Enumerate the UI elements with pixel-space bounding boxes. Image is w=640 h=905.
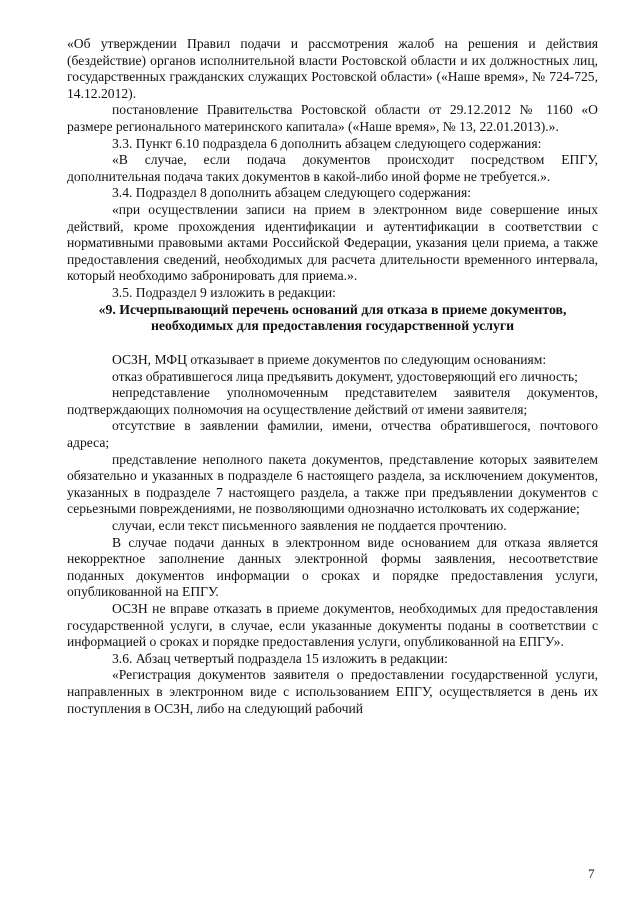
section-heading-line-1: «9. Исчерпывающий перечень оснований для отказа в приеме документов, xyxy=(98,301,567,317)
paragraph-5: 3.4. Подраздел 8 дополнить абзацем следующего содержания: xyxy=(112,185,472,201)
paragraph-8: ОСЗН, МФЦ отказывает в приеме документов по следующим основаниям: xyxy=(112,352,547,368)
paragraph-3: 3.3. Пункт 6.10 подраздела 6 дополнить абзацем следующего содержания: xyxy=(112,135,542,151)
paragraph-10: непредставление уполномоченным представителем заявителя документов, подтверждающих полномочия на осуществление действий от имени заявителя; xyxy=(67,385,598,417)
paragraph-7: 3.5. Подраздел 9 изложить в редакции: xyxy=(112,284,336,300)
paragraph-15: ОСЗН не вправе отказать в приеме документов, необходимых для предоставления государственной услуги, в случае, если указанные документы поданы в соответствии с информацией о сроках и порядке предоставления услуги, опубликованной на ЕПГУ». xyxy=(67,601,598,650)
paragraph-9: отказ обратившегося лица предъявить документ, удостоверяющий его личность; xyxy=(112,368,578,384)
paragraph-1: «Об утверждении Правил подачи и рассмотрения жалоб на решения и действия (бездействие) органов исполнительной власти Ростовской области и их должностных лиц, государственных гражданских служащих Ростовской области» («Наше время», № 724-725, 14.12.2012). xyxy=(67,36,598,101)
paragraph-14: В случае подачи данных в электронном виде основанием для отказа является некорректное заполнение данных электронной формы заявления, несоответствие поданных документов информации о сроках и порядке предоставления услуги, опубликованной на ЕПГУ. xyxy=(67,534,598,600)
paragraph-16: 3.6. Абзац четвертый подраздела 15 изложить в редакции: xyxy=(112,650,448,666)
paragraph-11: отсутствие в заявлении фамилии, имени, отчества обратившегося, почтового адреса; xyxy=(67,418,598,451)
paragraph-17: «Регистрация документов заявителя о предоставлении государственной услуги, направленных в электронном виде с использованием ЕПГУ, осуществляется в день их поступления в ОСЗН, либо на следующий рабочий xyxy=(67,667,598,716)
blank-line xyxy=(67,335,598,352)
paragraph-13: случаи, если текст письменного заявления не поддается прочтению. xyxy=(112,518,507,534)
section-heading-line-2: необходимых для предоставления государственной услуги xyxy=(150,318,515,334)
paragraph-4: «В случае, если подача документов происходит посредством ЕПГУ, дополнительная подача таких документов в какой-либо иной форме не требуется.». xyxy=(67,152,598,184)
paragraph-2: постановление Правительства Ростовской области от 29.12.2012 № 1160 «О размере регионального материнского капитала» («Наше время», № 13, 22.01.2013).». xyxy=(67,102,598,134)
paragraph-12: представление неполного пакета документов, представление которых заявителем обязательно и указанных в подразделе 6 настоящего раздела, за исключением документов, указанных в подразделе 7 настоящего раздела, а также при предъявлении документов с серьезными повреждениями, не позволяющими однозначно истолковать их содержание; xyxy=(67,451,598,517)
page-number: 7 xyxy=(588,866,595,881)
document-body xyxy=(67,36,598,717)
paragraph-6: «при осуществлении записи на прием в электронном виде совершение иных действий, кроме прохождения идентификации и аутентификации в соответствии с нормативными правовыми актами Российской Федерации, указания цели приема, а также предоставления сведений, необходимых для расчета длительности временного интервала, который необходимо забронировать для приема.». xyxy=(67,201,598,284)
section-heading xyxy=(67,302,598,336)
